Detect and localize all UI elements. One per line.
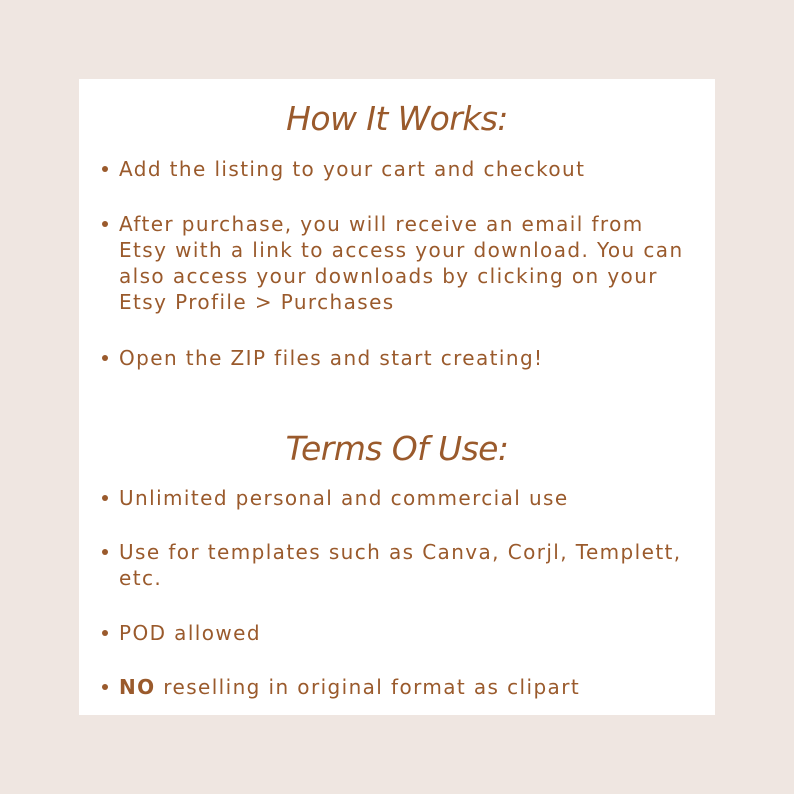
list-item-text: POD allowed: [119, 621, 261, 645]
bullet-icon: [102, 166, 108, 172]
list-item: [99, 620, 699, 646]
list-item: [99, 539, 699, 591]
bullet-icon: [102, 221, 108, 227]
how-it-works-title: How It Works:: [286, 99, 508, 138]
list-item: [99, 211, 699, 315]
emphasis-text: NO: [119, 675, 156, 699]
list-item: [99, 485, 699, 511]
list-item-text: After purchase, you will receive an email from Etsy with a link to access your download. You can also access your downloads by clicking on your Etsy Profile > Purchases: [119, 212, 684, 314]
list-item-text: Unlimited personal and commercial use: [119, 486, 569, 510]
list-item-text: reselling in original format as clipart: [155, 675, 581, 699]
bullet-icon: [102, 630, 108, 636]
bullet-icon: [102, 495, 108, 501]
list-item-text: Add the listing to your cart and checkout: [119, 157, 586, 181]
list-item: [99, 156, 699, 182]
bullet-icon: [102, 549, 108, 555]
info-card: [79, 79, 715, 715]
bullet-icon: [102, 684, 108, 690]
list-item: [99, 345, 699, 371]
terms-of-use-title: Terms Of Use:: [285, 429, 509, 468]
list-item-text: Open the ZIP files and start creating!: [119, 346, 544, 370]
list-item-text: Use for templates such as Canva, Corjl, Templett, etc.: [119, 540, 682, 590]
list-item: [99, 674, 699, 700]
bullet-icon: [102, 355, 108, 361]
